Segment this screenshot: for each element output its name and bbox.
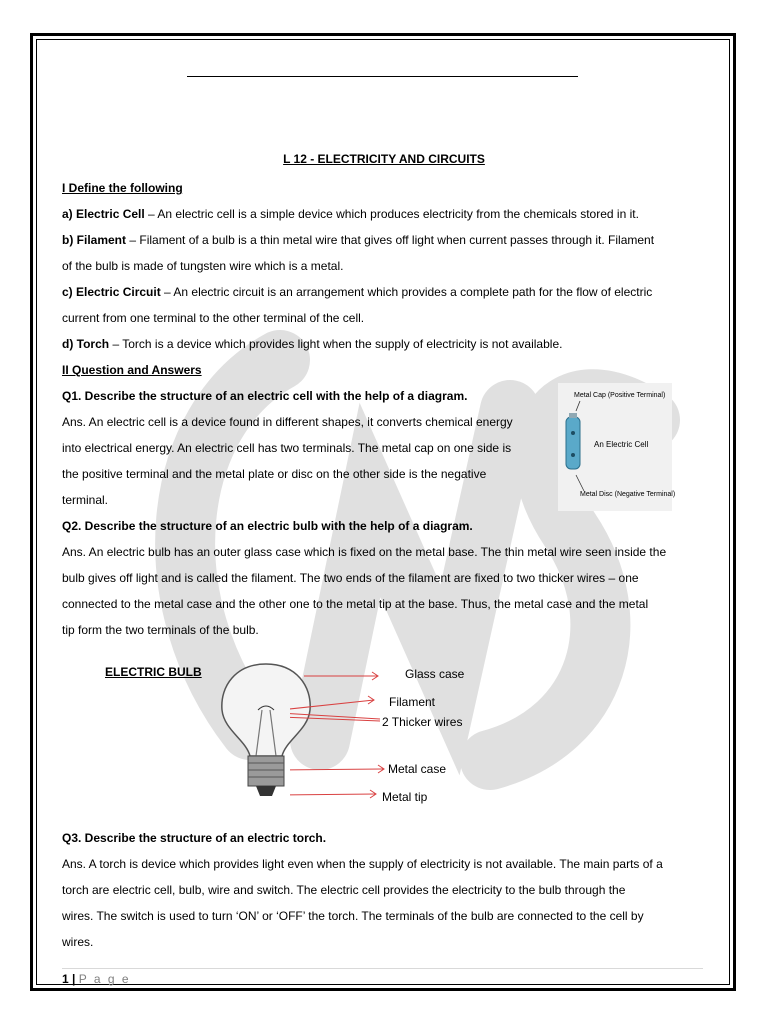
watermark-logo: [130, 300, 690, 820]
section2-heading: II Question and Answers: [62, 363, 202, 377]
q3-question: Q3. Describe the structure of an electric torch.: [62, 831, 327, 845]
electric-cell-diagram: [558, 383, 676, 511]
q1-answer-line: terminal.: [62, 493, 109, 507]
q2-answer-line: connected to the metal case and the other one to the metal tip at the base. Thus, the metal case and the metal: [62, 597, 649, 611]
q3-answer-line: wires. The switch is used to turn ‘ON’ or ‘OFF’ the torch. The terminals of the bulb are connected to the cell by: [62, 909, 644, 923]
bulb-pointer-lines: [290, 665, 400, 805]
definition-electric-circuit-cont: current from one terminal to the other terminal of the cell.: [62, 311, 365, 325]
bulb-label-thicker-wires: 2 Thicker wires: [382, 715, 463, 729]
page-footer: 1 | P a g e: [62, 972, 131, 986]
section1-heading: I Define the following: [62, 181, 183, 195]
definition-electric-cell: a) Electric Cell – An electric cell is a simple device which produces electricity from the chemicals stored in it.: [62, 207, 639, 221]
q3-answer-line: wires.: [62, 935, 94, 949]
cell-disc-label: Metal Disc (Negative Terminal): [580, 491, 676, 498]
q2-answer-line: tip form the two terminals of the bulb.: [62, 623, 259, 637]
q1-question: Q1. Describe the structure of an electric cell with the help of a diagram.: [62, 389, 468, 403]
page-title: L 12 - ELECTRICITY AND CIRCUITS: [283, 152, 485, 166]
bulb-label-filament: Filament: [389, 695, 436, 709]
q2-answer-line: Ans. An electric bulb has an outer glass case which is fixed on the metal base. The thin metal wire seen inside the: [62, 545, 667, 559]
footer-rule: [62, 968, 703, 969]
header-rule: [187, 76, 578, 77]
definition-filament-cont: of the bulb is made of tungsten wire which is a metal.: [62, 259, 344, 273]
q1-answer-line: the positive terminal and the metal plate or disc on the other side is the negative: [62, 467, 487, 481]
q3-answer-line: torch are electric cell, bulb, wire and switch. The electric cell provides the electricity to the bulb through the: [62, 883, 626, 897]
bulb-label-metal-case: Metal case: [388, 762, 447, 776]
q2-answer-line: bulb gives off light and is called the filament. The two ends of the filament are fixed to two thicker wires – one: [62, 571, 639, 585]
q2-question: Q2. Describe the structure of an electric bulb with the help of a diagram.: [62, 519, 473, 533]
definition-electric-circuit: c) Electric Circuit – An electric circuit is an arrangement which provides a complete path for the flow of electric: [62, 285, 653, 299]
definition-filament: b) Filament – Filament of a bulb is a thin metal wire that gives off light when current passes through it. Filament: [62, 233, 655, 247]
definition-torch: d) Torch – Torch is a device which provides light when the supply of electricity is not available.: [62, 337, 563, 351]
cell-name-label: An Electric Cell: [594, 440, 649, 449]
q3-answer-line: Ans. A torch is device which provides light even when the supply of electricity is not available. The main parts of a: [62, 857, 663, 871]
bulb-figure-heading: ELECTRIC BULB: [105, 665, 202, 679]
bulb-label-glass-case: Glass case: [405, 667, 465, 681]
bulb-label-metal-tip: Metal tip: [382, 790, 428, 804]
q1-answer-line: into electrical energy. An electric cell has two terminals. The metal cap on one side is: [62, 441, 512, 455]
cell-cap-label: Metal Cap (Positive Terminal): [574, 392, 666, 399]
q1-answer-line: Ans. An electric cell is a device found in different shapes, it converts chemical energy: [62, 415, 513, 429]
